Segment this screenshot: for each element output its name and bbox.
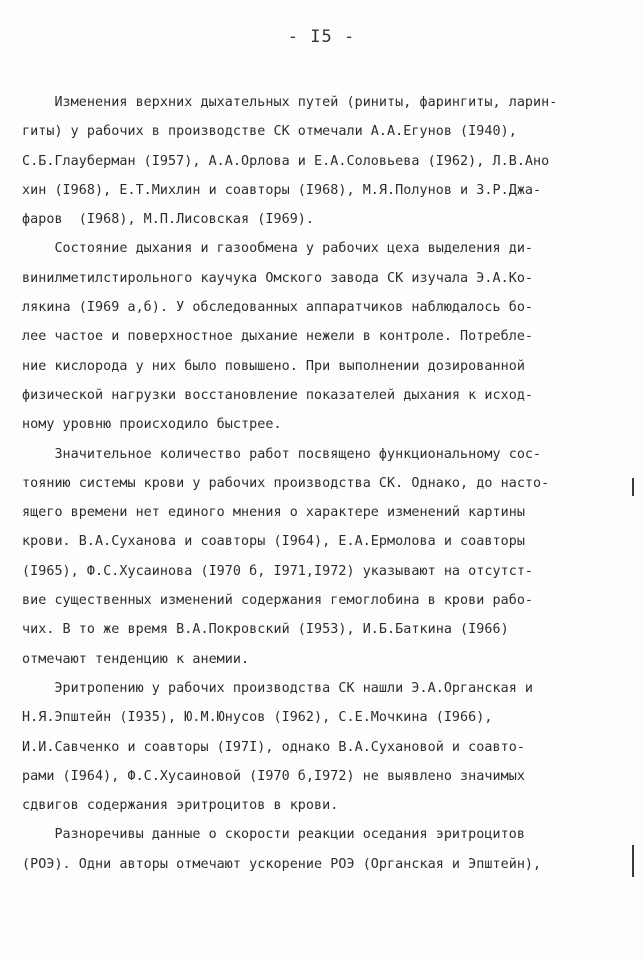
text-line: ящего времени нет единого мнения о характере изменений картины <box>22 505 525 521</box>
text-line: Изменения верхних дыхательных путей (риниты, фарингиты, ларин- <box>22 95 558 110</box>
text-line: винилметилстирольного каучука Омского завода СК изучала Э.А.Ко- <box>22 270 534 286</box>
text-line: ному уровню происходило быстрее. <box>22 417 282 433</box>
paragraph-blood-system <box>22 440 622 674</box>
text-line: лякина (I969 а,б). У обследованных аппаратчиков наблюдалось бо- <box>22 300 534 316</box>
paragraph-erythropenia <box>22 674 622 820</box>
paragraph-upper-airways <box>22 88 622 234</box>
text-line: Эритропению у рабочих производства СК нашли Э.А.Органская и <box>22 680 534 696</box>
text-line: Разноречивы данные о скорости реакции оседания эритроцитов <box>22 827 525 843</box>
text-line: Н.Я.Эпштейн (I935), Ю.М.Юнусов (I962), С.Е.Мочкина (I966), <box>22 710 493 726</box>
text-line: Значительное количество работ посвящено функциональному сос- <box>22 446 542 462</box>
text-line: (РОЭ). Одни авторы отмечают ускорение РОЭ (Органская и Эпштейн), <box>22 856 542 872</box>
text-line: хин (I968), Е.Т.Михлин и соавторы (I968), М.Я.Полунов и З.Р.Джа- <box>22 182 542 198</box>
text-line: отмечают тенденцию к анемии. <box>22 651 250 667</box>
paragraph-esr <box>22 820 622 879</box>
scan-edge-mark <box>632 478 634 496</box>
paragraph-respiration <box>22 234 622 439</box>
text-line: ние кислорода у них было повышено. При выполнении дозированной <box>22 358 525 374</box>
text-line: рами (I964), Ф.С.Хусаиновой (I970 б,I972) не выявлено значимых <box>22 768 525 784</box>
text-line: лее частое и поверхностное дыхание нежели в контроле. Потребле- <box>22 329 534 345</box>
text-line: (I965), Ф.С.Хусаинова (I970 б, I971,I972) указывают на отсутст- <box>22 563 534 579</box>
text-line: физической нагрузки восстановление показателей дыхания к исход- <box>22 387 534 403</box>
text-line: И.И.Савченко и соавторы (I97I), однако В.А.Сухановой и соавто- <box>22 739 525 755</box>
text-line: тоянию системы крови у рабочих производства СК. Однако, до насто- <box>22 475 550 491</box>
scan-edge-mark <box>632 845 634 877</box>
text-line: сдвигов содержания эритроцитов в крови. <box>22 798 339 814</box>
text-line: Состояние дыхания и газообмена у рабочих цеха выделения ди- <box>22 241 534 257</box>
page-number: - I5 - <box>287 27 356 47</box>
text-line: гиты) у рабочих в производстве СК отмечали А.А.Егунов (I940), <box>22 124 517 140</box>
text-line: С.Б.Глауберман (I957), А.А.Орлова и Е.А.Соловьева (I962), Л.В.Ано <box>22 153 550 169</box>
body-text <box>22 88 622 879</box>
text-line: фаров (I968), М.П.Лисовская (I969). <box>22 212 315 228</box>
text-line: вие существенных изменений содержания гемоглобина в крови рабо- <box>22 593 534 609</box>
text-line: чих. В то же время В.А.Покровский (I953), И.Б.Баткина (I966) <box>22 622 509 638</box>
text-line: крови. В.А.Суханова и соавторы (I964), Е.А.Ермолова и соавторы <box>22 534 525 550</box>
